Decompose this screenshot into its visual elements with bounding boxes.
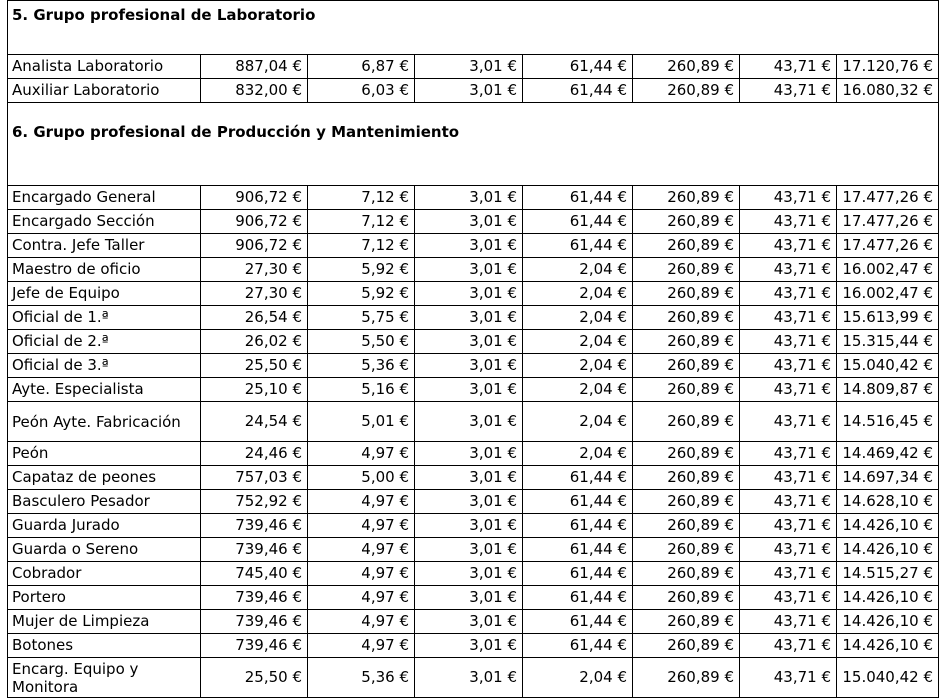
amount-cell: 14.426,10 € (837, 586, 939, 610)
amount-cell: 5,92 € (308, 258, 415, 282)
category-cell: Analista Laboratorio (8, 55, 201, 79)
amount-cell: 17.477,26 € (837, 186, 939, 210)
table-row (8, 610, 939, 634)
amount-cell: 3,01 € (415, 210, 523, 234)
category-cell: Mujer de Limpieza (8, 610, 201, 634)
amount-cell: 5,16 € (308, 378, 415, 402)
category-cell: Encargado General (8, 186, 201, 210)
table-row (8, 490, 939, 514)
amount-cell: 260,89 € (633, 234, 740, 258)
amount-cell: 260,89 € (633, 378, 740, 402)
amount-cell: 15.040,42 € (837, 658, 939, 698)
amount-cell: 4,97 € (308, 442, 415, 466)
amount-cell: 2,04 € (523, 658, 633, 698)
amount-cell: 15.040,42 € (837, 354, 939, 378)
amount-cell: 4,97 € (308, 586, 415, 610)
amount-cell: 739,46 € (201, 610, 308, 634)
amount-cell: 43,71 € (740, 306, 837, 330)
amount-cell: 43,71 € (740, 210, 837, 234)
amount-cell: 260,89 € (633, 55, 740, 79)
amount-cell: 3,01 € (415, 466, 523, 490)
amount-cell: 5,00 € (308, 466, 415, 490)
table-row (8, 210, 939, 234)
amount-cell: 3,01 € (415, 378, 523, 402)
section-title: 5. Grupo profesional de Laboratorio (8, 1, 939, 55)
amount-cell: 7,12 € (308, 210, 415, 234)
amount-cell: 260,89 € (633, 538, 740, 562)
amount-cell: 739,46 € (201, 514, 308, 538)
amount-cell: 61,44 € (523, 186, 633, 210)
amount-cell: 61,44 € (523, 562, 633, 586)
amount-cell: 3,01 € (415, 186, 523, 210)
amount-cell: 5,50 € (308, 330, 415, 354)
table-row (8, 442, 939, 466)
amount-cell: 3,01 € (415, 306, 523, 330)
amount-cell: 4,97 € (308, 610, 415, 634)
amount-cell: 43,71 € (740, 466, 837, 490)
amount-cell: 906,72 € (201, 186, 308, 210)
table-row (8, 234, 939, 258)
amount-cell: 16.002,47 € (837, 258, 939, 282)
amount-cell: 3,01 € (415, 258, 523, 282)
amount-cell: 14.628,10 € (837, 490, 939, 514)
amount-cell: 6,03 € (308, 79, 415, 103)
amount-cell: 739,46 € (201, 634, 308, 658)
category-cell: Auxiliar Laboratorio (8, 79, 201, 103)
amount-cell: 3,01 € (415, 514, 523, 538)
amount-cell: 17.120,76 € (837, 55, 939, 79)
amount-cell: 739,46 € (201, 586, 308, 610)
amount-cell: 3,01 € (415, 55, 523, 79)
table-row (8, 378, 939, 402)
table-row (8, 562, 939, 586)
amount-cell: 14.426,10 € (837, 514, 939, 538)
amount-cell: 61,44 € (523, 538, 633, 562)
amount-cell: 2,04 € (523, 378, 633, 402)
category-cell: Ayte. Especialista (8, 378, 201, 402)
amount-cell: 5,75 € (308, 306, 415, 330)
amount-cell: 5,01 € (308, 402, 415, 442)
amount-cell: 3,01 € (415, 658, 523, 698)
amount-cell: 24,54 € (201, 402, 308, 442)
table-row (8, 306, 939, 330)
amount-cell: 3,01 € (415, 330, 523, 354)
amount-cell: 43,71 € (740, 330, 837, 354)
amount-cell: 43,71 € (740, 186, 837, 210)
amount-cell: 3,01 € (415, 562, 523, 586)
section-header-row (8, 1, 939, 55)
amount-cell: 25,50 € (201, 658, 308, 698)
amount-cell: 3,01 € (415, 234, 523, 258)
amount-cell: 14.809,87 € (837, 378, 939, 402)
amount-cell: 61,44 € (523, 79, 633, 103)
amount-cell: 5,92 € (308, 282, 415, 306)
table-row (8, 354, 939, 378)
amount-cell: 61,44 € (523, 234, 633, 258)
amount-cell: 2,04 € (523, 442, 633, 466)
amount-cell: 17.477,26 € (837, 210, 939, 234)
amount-cell: 43,71 € (740, 258, 837, 282)
amount-cell: 61,44 € (523, 586, 633, 610)
amount-cell: 4,97 € (308, 634, 415, 658)
amount-cell: 24,46 € (201, 442, 308, 466)
amount-cell: 27,30 € (201, 258, 308, 282)
amount-cell: 43,71 € (740, 658, 837, 698)
table-row (8, 538, 939, 562)
table-row (8, 586, 939, 610)
amount-cell: 260,89 € (633, 514, 740, 538)
amount-cell: 2,04 € (523, 330, 633, 354)
amount-cell: 752,92 € (201, 490, 308, 514)
amount-cell: 7,12 € (308, 234, 415, 258)
amount-cell: 43,71 € (740, 562, 837, 586)
amount-cell: 26,54 € (201, 306, 308, 330)
amount-cell: 5,36 € (308, 658, 415, 698)
amount-cell: 14.516,45 € (837, 402, 939, 442)
amount-cell: 260,89 € (633, 282, 740, 306)
salary-table-container (7, 0, 938, 698)
category-cell: Capataz de peones (8, 466, 201, 490)
table-row (8, 402, 939, 442)
amount-cell: 2,04 € (523, 354, 633, 378)
amount-cell: 43,71 € (740, 514, 837, 538)
amount-cell: 3,01 € (415, 610, 523, 634)
category-cell: Peón Ayte. Fabricación (8, 402, 201, 442)
amount-cell: 906,72 € (201, 210, 308, 234)
amount-cell: 43,71 € (740, 282, 837, 306)
amount-cell: 25,10 € (201, 378, 308, 402)
amount-cell: 3,01 € (415, 442, 523, 466)
amount-cell: 745,40 € (201, 562, 308, 586)
amount-cell: 3,01 € (415, 354, 523, 378)
amount-cell: 43,71 € (740, 586, 837, 610)
amount-cell: 906,72 € (201, 234, 308, 258)
amount-cell: 260,89 € (633, 442, 740, 466)
amount-cell: 2,04 € (523, 282, 633, 306)
amount-cell: 3,01 € (415, 586, 523, 610)
category-cell: Botones (8, 634, 201, 658)
salary-table (7, 0, 939, 698)
amount-cell: 260,89 € (633, 490, 740, 514)
amount-cell: 832,00 € (201, 79, 308, 103)
category-cell: Jefe de Equipo (8, 282, 201, 306)
table-body (8, 1, 939, 698)
amount-cell: 43,71 € (740, 610, 837, 634)
amount-cell: 14.426,10 € (837, 610, 939, 634)
amount-cell: 4,97 € (308, 514, 415, 538)
amount-cell: 739,46 € (201, 538, 308, 562)
section-header-row (8, 103, 939, 186)
amount-cell: 16.002,47 € (837, 282, 939, 306)
section-title: 6. Grupo profesional de Producción y Mantenimiento (8, 103, 939, 186)
amount-cell: 2,04 € (523, 306, 633, 330)
table-row (8, 634, 939, 658)
amount-cell: 260,89 € (633, 330, 740, 354)
category-cell: Cobrador (8, 562, 201, 586)
amount-cell: 3,01 € (415, 634, 523, 658)
category-cell: Maestro de oficio (8, 258, 201, 282)
amount-cell: 260,89 € (633, 210, 740, 234)
amount-cell: 15.613,99 € (837, 306, 939, 330)
table-row (8, 330, 939, 354)
amount-cell: 3,01 € (415, 490, 523, 514)
amount-cell: 14.469,42 € (837, 442, 939, 466)
table-row (8, 466, 939, 490)
amount-cell: 3,01 € (415, 79, 523, 103)
amount-cell: 16.080,32 € (837, 79, 939, 103)
table-row (8, 79, 939, 103)
category-cell: Basculero Pesador (8, 490, 201, 514)
amount-cell: 43,71 € (740, 378, 837, 402)
amount-cell: 260,89 € (633, 402, 740, 442)
amount-cell: 3,01 € (415, 538, 523, 562)
amount-cell: 4,97 € (308, 490, 415, 514)
amount-cell: 757,03 € (201, 466, 308, 490)
amount-cell: 3,01 € (415, 282, 523, 306)
amount-cell: 260,89 € (633, 354, 740, 378)
amount-cell: 43,71 € (740, 402, 837, 442)
amount-cell: 61,44 € (523, 610, 633, 634)
amount-cell: 260,89 € (633, 258, 740, 282)
category-cell: Guarda o Sereno (8, 538, 201, 562)
amount-cell: 3,01 € (415, 402, 523, 442)
amount-cell: 14.697,34 € (837, 466, 939, 490)
amount-cell: 43,71 € (740, 490, 837, 514)
table-row (8, 658, 939, 698)
category-cell: Guarda Jurado (8, 514, 201, 538)
amount-cell: 61,44 € (523, 490, 633, 514)
amount-cell: 27,30 € (201, 282, 308, 306)
amount-cell: 6,87 € (308, 55, 415, 79)
amount-cell: 17.477,26 € (837, 234, 939, 258)
category-cell: Oficial de 2.ª (8, 330, 201, 354)
table-row (8, 186, 939, 210)
amount-cell: 5,36 € (308, 354, 415, 378)
amount-cell: 14.426,10 € (837, 538, 939, 562)
category-cell: Encargado Sección (8, 210, 201, 234)
category-cell: Contra. Jefe Taller (8, 234, 201, 258)
amount-cell: 43,71 € (740, 354, 837, 378)
amount-cell: 260,89 € (633, 634, 740, 658)
category-cell: Peón (8, 442, 201, 466)
category-cell: Encarg. Equipo y Monitora (8, 658, 201, 698)
amount-cell: 7,12 € (308, 186, 415, 210)
amount-cell: 15.315,44 € (837, 330, 939, 354)
amount-cell: 25,50 € (201, 354, 308, 378)
amount-cell: 61,44 € (523, 210, 633, 234)
amount-cell: 260,89 € (633, 79, 740, 103)
amount-cell: 260,89 € (633, 586, 740, 610)
amount-cell: 260,89 € (633, 306, 740, 330)
category-cell: Oficial de 3.ª (8, 354, 201, 378)
amount-cell: 887,04 € (201, 55, 308, 79)
amount-cell: 260,89 € (633, 562, 740, 586)
amount-cell: 43,71 € (740, 55, 837, 79)
table-row (8, 55, 939, 79)
amount-cell: 61,44 € (523, 466, 633, 490)
amount-cell: 61,44 € (523, 514, 633, 538)
amount-cell: 14.515,27 € (837, 562, 939, 586)
amount-cell: 43,71 € (740, 442, 837, 466)
amount-cell: 2,04 € (523, 402, 633, 442)
category-cell: Portero (8, 586, 201, 610)
table-row (8, 514, 939, 538)
table-row (8, 258, 939, 282)
amount-cell: 260,89 € (633, 658, 740, 698)
amount-cell: 4,97 € (308, 538, 415, 562)
amount-cell: 260,89 € (633, 186, 740, 210)
category-cell: Oficial de 1.ª (8, 306, 201, 330)
amount-cell: 61,44 € (523, 634, 633, 658)
amount-cell: 26,02 € (201, 330, 308, 354)
amount-cell: 43,71 € (740, 79, 837, 103)
amount-cell: 260,89 € (633, 466, 740, 490)
amount-cell: 14.426,10 € (837, 634, 939, 658)
amount-cell: 4,97 € (308, 562, 415, 586)
table-row (8, 282, 939, 306)
amount-cell: 260,89 € (633, 610, 740, 634)
amount-cell: 2,04 € (523, 258, 633, 282)
amount-cell: 43,71 € (740, 538, 837, 562)
amount-cell: 43,71 € (740, 634, 837, 658)
amount-cell: 43,71 € (740, 234, 837, 258)
amount-cell: 61,44 € (523, 55, 633, 79)
